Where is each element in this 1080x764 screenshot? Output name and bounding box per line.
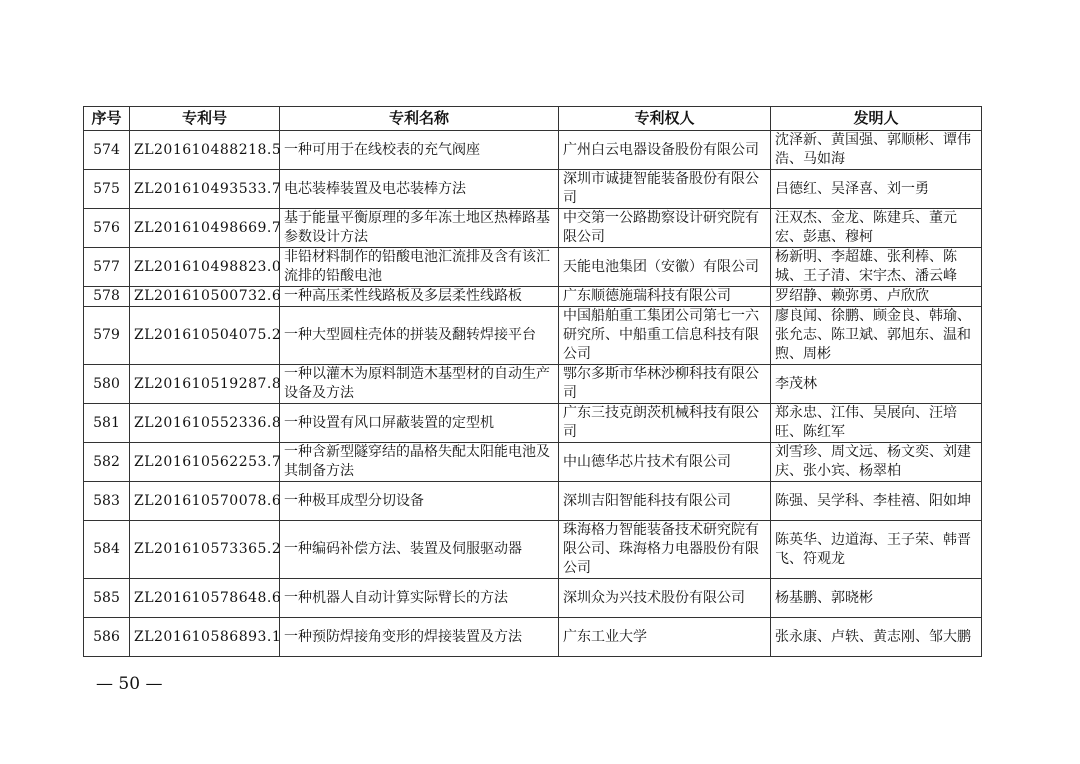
patentee: 广州白云电器设备股份有限公司: [559, 131, 771, 170]
table-header-row: [84, 107, 982, 131]
patent-name: 一种预防焊接角变形的焊接装置及方法: [280, 618, 559, 657]
patentee: 天能电池集团（安徽）有限公司: [559, 248, 771, 287]
header-inventors: 发明人: [771, 107, 982, 131]
table-row: [84, 131, 982, 170]
inventors: 陈英华、边道海、王子荣、韩晋飞、符观龙: [771, 521, 982, 579]
header-patentee: 专利权人: [559, 107, 771, 131]
header-patent-number: 专利号: [130, 107, 280, 131]
patent-name: 一种设置有风口屏蔽装置的定型机: [280, 404, 559, 443]
table-row: [84, 170, 982, 209]
table-row: [84, 287, 982, 307]
patentee: 广东工业大学: [559, 618, 771, 657]
row-index: 574: [84, 131, 130, 170]
row-index: 577: [84, 248, 130, 287]
patent-name: 一种极耳成型分切设备: [280, 482, 559, 521]
row-index: 578: [84, 287, 130, 307]
patentee: 广东顺德施瑞科技有限公司: [559, 287, 771, 307]
patent-name: 一种以灌木为原料制造木基型材的自动生产设备及方法: [280, 365, 559, 404]
patent-number: ZL201610578648.6: [130, 579, 280, 618]
row-index: 585: [84, 579, 130, 618]
patentee: 珠海格力智能装备技术研究院有限公司、珠海格力电器股份有限公司: [559, 521, 771, 579]
table-body: [84, 131, 982, 657]
patent-number: ZL201610562253.7: [130, 443, 280, 482]
patent-name: 一种含新型隧穿结的晶格失配太阳能电池及其制备方法: [280, 443, 559, 482]
patentee: 鄂尔多斯市华林沙柳科技有限公司: [559, 365, 771, 404]
inventors: 张永康、卢轶、黄志刚、邹大鹏: [771, 618, 982, 657]
row-index: 575: [84, 170, 130, 209]
patent-name: 一种编码补偿方法、装置及伺服驱动器: [280, 521, 559, 579]
row-index: 581: [84, 404, 130, 443]
patent-number: ZL201610488218.5: [130, 131, 280, 170]
patent-number: ZL201610519287.8: [130, 365, 280, 404]
patent-name: 非铅材料制作的铅酸电池汇流排及含有该汇流排的铅酸电池: [280, 248, 559, 287]
row-index: 582: [84, 443, 130, 482]
patentee: 中交第一公路勘察设计研究院有限公司: [559, 209, 771, 248]
patentee: 中国船舶重工集团公司第七一六研究所、中船重工信息科技有限公司: [559, 307, 771, 365]
patent-number: ZL201610500732.6: [130, 287, 280, 307]
patent-name: 一种可用于在线校表的充气阀座: [280, 131, 559, 170]
inventors: 杨基鹏、郭晓彬: [771, 579, 982, 618]
table-row: [84, 443, 982, 482]
table-row: [84, 579, 982, 618]
inventors: 陈强、吴学科、李桂禧、阳如坤: [771, 482, 982, 521]
patent-number: ZL201610504075.2: [130, 307, 280, 365]
table-row: [84, 618, 982, 657]
inventors: 郑永忠、江伟、吴展向、汪培旺、陈红军: [771, 404, 982, 443]
row-index: 580: [84, 365, 130, 404]
inventors: 刘雪珍、周文远、杨文奕、刘建庆、张小宾、杨翠柏: [771, 443, 982, 482]
inventors: 李茂林: [771, 365, 982, 404]
patentee: 深圳吉阳智能科技有限公司: [559, 482, 771, 521]
row-index: 579: [84, 307, 130, 365]
inventors: 汪双杰、金龙、陈建兵、董元宏、彭惠、穆柯: [771, 209, 982, 248]
patent-name: 电芯装棒装置及电芯装棒方法: [280, 170, 559, 209]
row-index: 584: [84, 521, 130, 579]
patent-name: 一种大型圆柱壳体的拼装及翻转焊接平台: [280, 307, 559, 365]
header-patent-name: 专利名称: [280, 107, 559, 131]
patent-number: ZL201610573365.2: [130, 521, 280, 579]
header-index: 序号: [84, 107, 130, 131]
inventors: 廖良闻、徐鹏、顾金良、韩瑜、张允志、陈卫斌、郭旭东、温和煦、周彬: [771, 307, 982, 365]
patent-number: ZL201610498823.0: [130, 248, 280, 287]
table-row: [84, 482, 982, 521]
inventors: 沈泽新、黄国强、郭顺彬、谭伟浩、马如海: [771, 131, 982, 170]
table-row: [84, 365, 982, 404]
table-row: [84, 521, 982, 579]
patent-number: ZL201610552336.8: [130, 404, 280, 443]
inventors: 罗绍静、赖弥勇、卢欣欣: [771, 287, 982, 307]
patentee: 深圳市诚捷智能装备股份有限公司: [559, 170, 771, 209]
patent-name: 一种机器人自动计算实际臂长的方法: [280, 579, 559, 618]
patent-table: [83, 106, 982, 657]
row-index: 583: [84, 482, 130, 521]
patentee: 深圳众为兴技术股份有限公司: [559, 579, 771, 618]
table-row: [84, 404, 982, 443]
page-number: — 50 —: [96, 674, 163, 694]
patent-number: ZL201610586893.1: [130, 618, 280, 657]
inventors: 杨新明、李超雄、张利棒、陈城、王子清、宋宇杰、潘云峰: [771, 248, 982, 287]
patent-number: ZL201610498669.7: [130, 209, 280, 248]
patent-name: 一种高压柔性线路板及多层柔性线路板: [280, 287, 559, 307]
patentee: 广东三技克朗茨机械科技有限公司: [559, 404, 771, 443]
patent-number: ZL201610493533.7: [130, 170, 280, 209]
row-index: 586: [84, 618, 130, 657]
table-row: [84, 209, 982, 248]
inventors: 吕德红、吴泽喜、刘一勇: [771, 170, 982, 209]
row-index: 576: [84, 209, 130, 248]
patentee: 中山德华芯片技术有限公司: [559, 443, 771, 482]
table-row: [84, 307, 982, 365]
patent-number: ZL201610570078.6: [130, 482, 280, 521]
patent-name: 基于能量平衡原理的多年冻土地区热棒路基参数设计方法: [280, 209, 559, 248]
table-row: [84, 248, 982, 287]
